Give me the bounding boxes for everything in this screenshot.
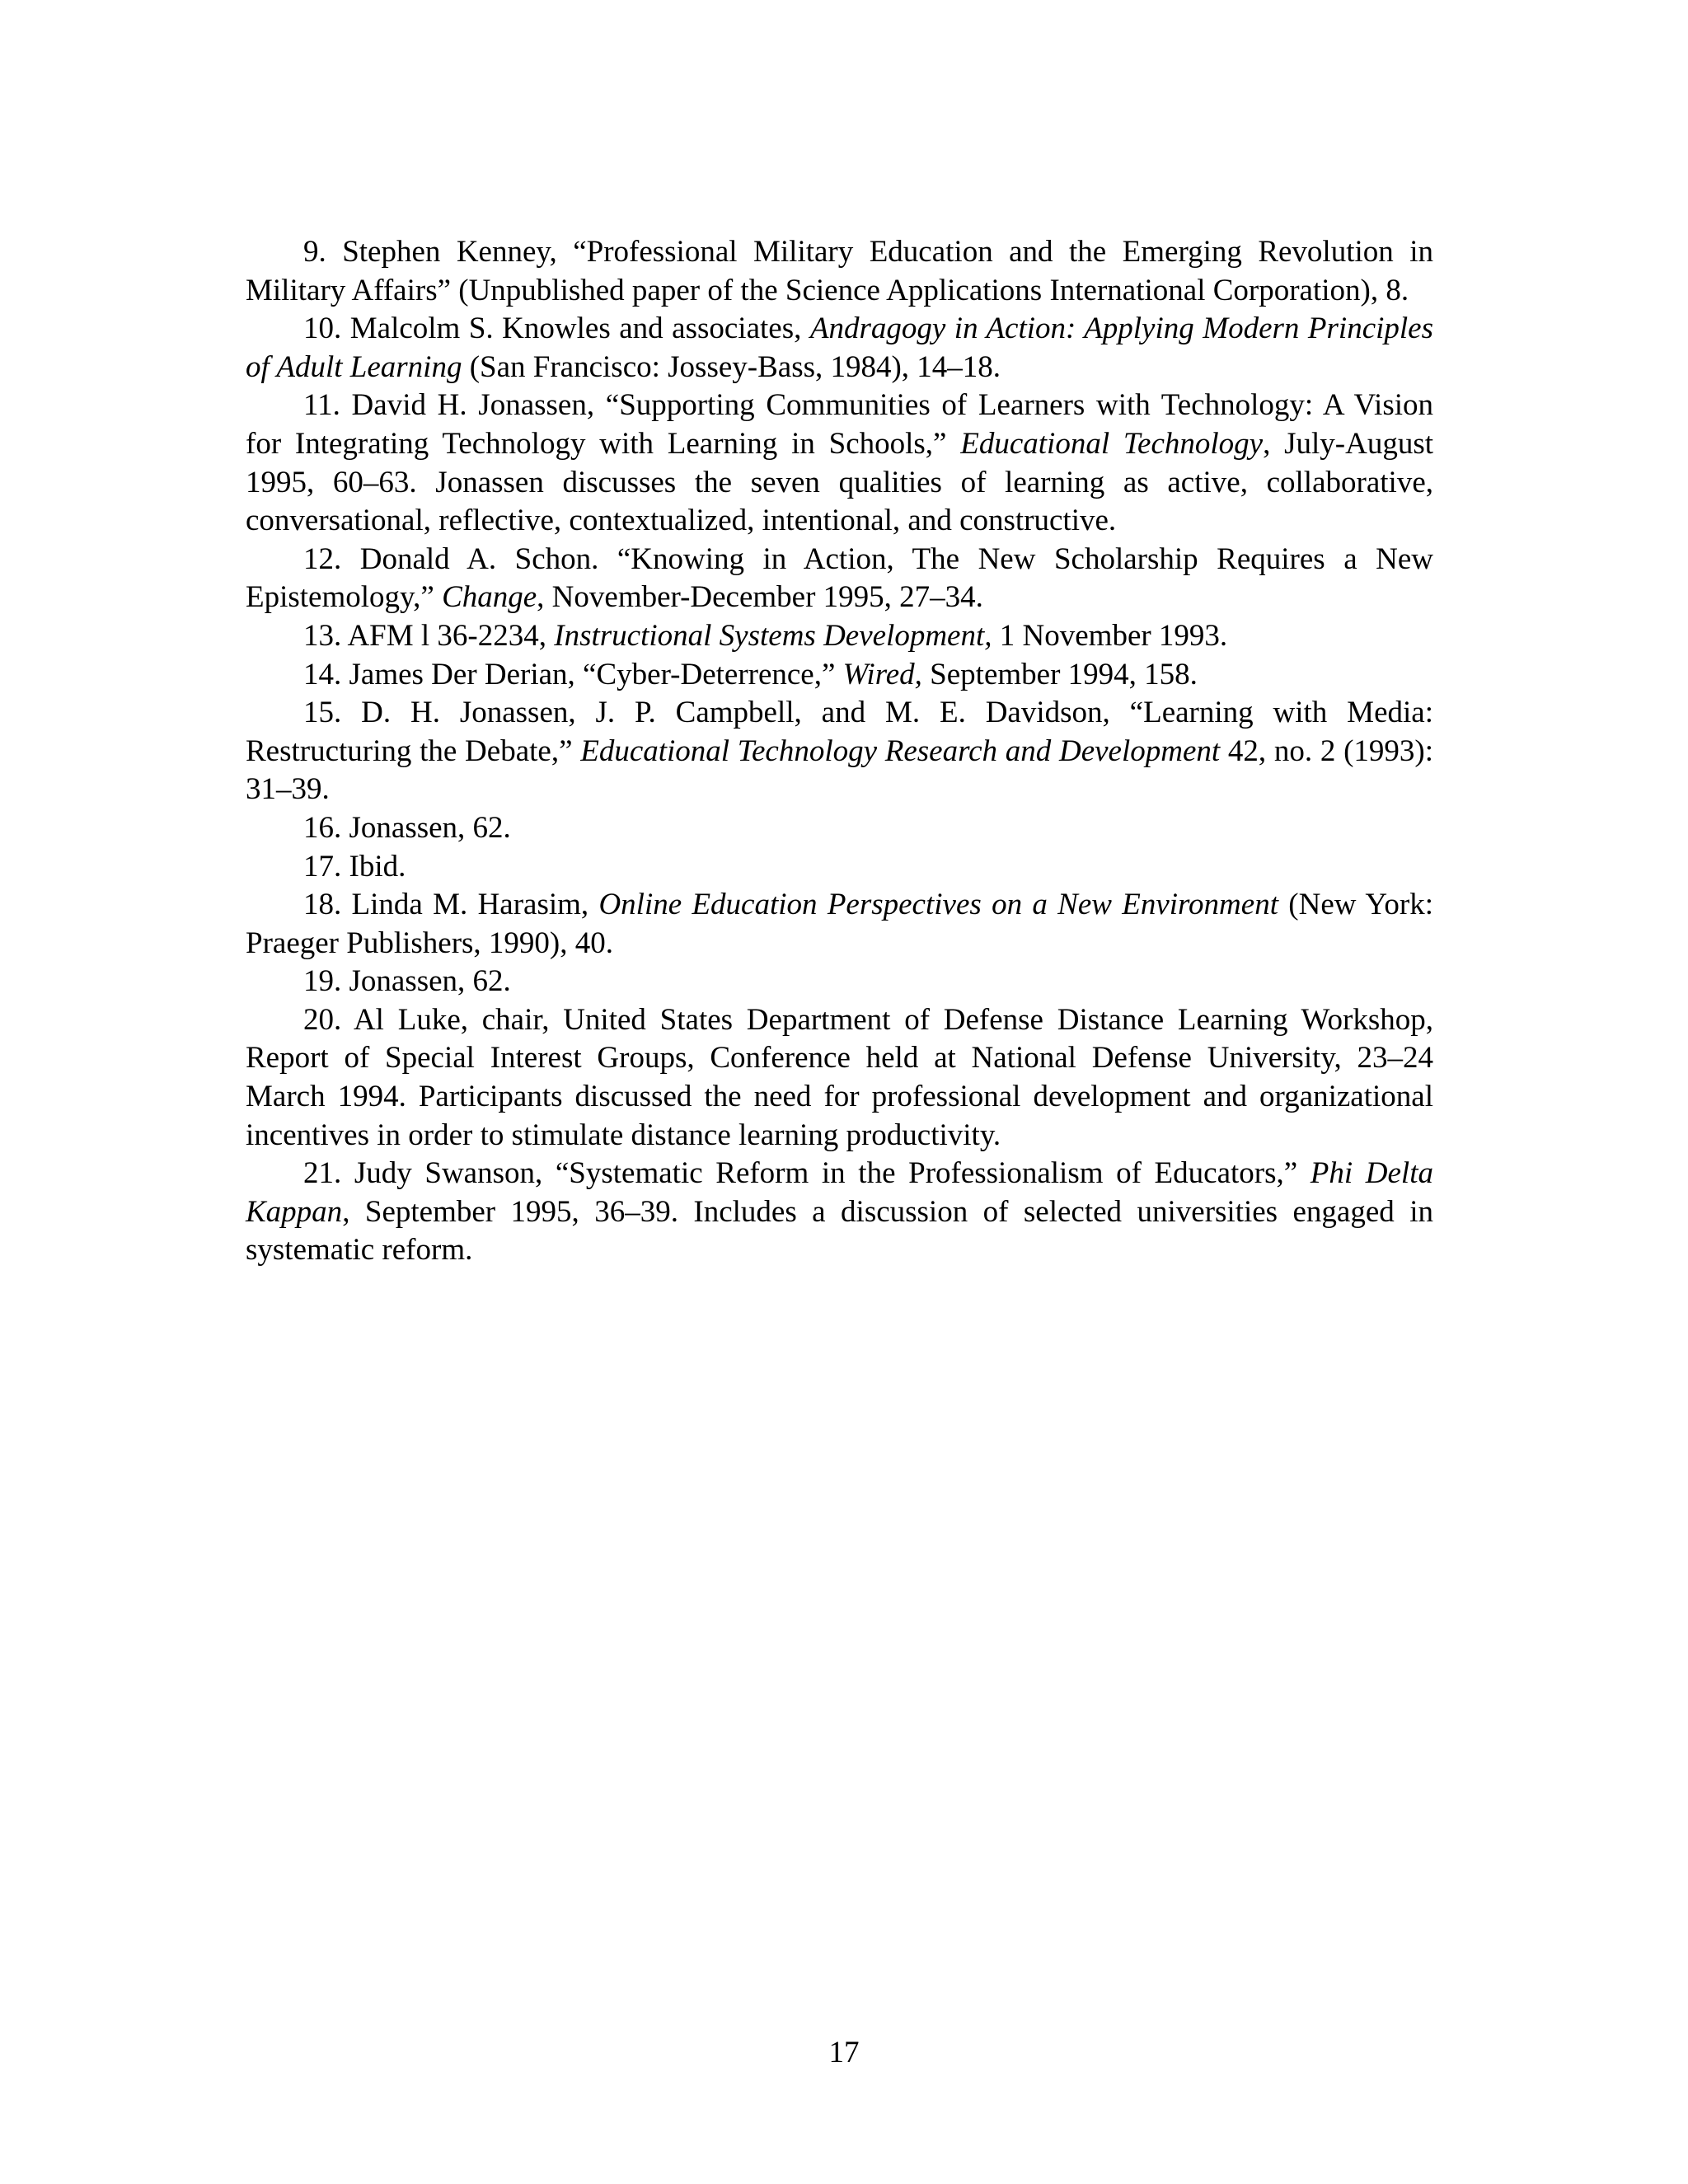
endnote-title-italic: Educational Technology bbox=[960, 426, 1264, 461]
endnote-18 bbox=[246, 886, 1433, 963]
endnote-title-italic: Change bbox=[442, 580, 537, 615]
endnote-text: 19. Jonassen, 62. bbox=[303, 964, 511, 999]
endnote-17 bbox=[246, 848, 1433, 887]
endnote-11 bbox=[246, 387, 1433, 540]
endnote-19 bbox=[246, 963, 1433, 1001]
endnote-14 bbox=[246, 656, 1433, 695]
endnote-text: 20. Al Luke, chair, United States Department of Defense Distance Learning Workshop, Report of Special Interest Groups, Conference held at National Defense University, 23–24 March 1994. Participants discussed the need for professional development and organizational incentives in order to stimulate distance learning productivity. bbox=[246, 1002, 1433, 1152]
endnote-15 bbox=[246, 694, 1433, 809]
endnote-text: 42, no. 2 (1993): 31–39. bbox=[246, 733, 1433, 807]
endnote-text: 21. Judy Swanson, “Systematic Reform in the Professionalism of Educators,” bbox=[303, 1156, 1311, 1191]
endnote-text: 16. Jonassen, 62. bbox=[303, 810, 511, 845]
endnotes-list bbox=[246, 233, 1433, 1270]
endnote-title-italic: Online Education Perspectives on a New Environment bbox=[598, 888, 1278, 922]
endnote-text: 11. David H. Jonassen, “Supporting Communities of Learners with Technology: A Vision for Integrating Technology with Learning in Schools,” bbox=[246, 388, 1433, 461]
endnote-title-italic: Andragogy in Action: Applying Modern Principles of Adult Learning bbox=[246, 312, 1433, 384]
endnote-text: 9. Stephen Kenney, “Professional Military Education and the Emerging Revolution in Military Affairs” (Unpublished paper of the Science Applications International Corporation), 8. bbox=[246, 235, 1433, 307]
endnote-12 bbox=[246, 541, 1433, 617]
endnote-text: 10. Malcolm S. Knowles and associates, bbox=[303, 312, 810, 346]
endnote-text: (San Francisco: Jossey-Bass, 1984), 14–18. bbox=[462, 349, 1001, 384]
endnote-text: (New York: Praeger Publishers, 1990), 40. bbox=[246, 888, 1433, 960]
endnote-text: , November-December 1995, 27–34. bbox=[537, 580, 983, 615]
page-number: 17 bbox=[828, 2036, 860, 2069]
endnote-9 bbox=[246, 233, 1433, 310]
endnote-10 bbox=[246, 310, 1433, 387]
endnote-16 bbox=[246, 809, 1433, 848]
endnote-13 bbox=[246, 617, 1433, 656]
endnote-text: 17. Ibid. bbox=[303, 849, 406, 883]
endnote-20 bbox=[246, 1001, 1433, 1155]
endnote-text: 14. James Der Derian, “Cyber-Deterrence,” bbox=[303, 657, 843, 691]
endnote-title-italic: Wired, bbox=[842, 657, 922, 691]
endnote-21 bbox=[246, 1155, 1433, 1270]
endnote-title-italic: Educational Technology Research and Development bbox=[580, 733, 1221, 768]
endnote-text: September 1994, 158. bbox=[921, 657, 1198, 691]
endnote-title-italic: Phi Delta Kappan bbox=[246, 1156, 1433, 1229]
endnote-text: 18. Linda M. Harasim, bbox=[303, 888, 599, 922]
endnote-text: 1 November 1993. bbox=[992, 618, 1228, 653]
endnote-text: , September 1995, 36–39. Includes a discussion of selected universities engaged in systematic reform. bbox=[246, 1194, 1433, 1268]
endnote-title-italic: Instructional Systems Development, bbox=[554, 618, 992, 653]
endnote-text: 15. D. H. Jonassen, J. P. Campbell, and M. E. Davidson, “Learning with Media: Restructuring the Debate,” bbox=[246, 696, 1433, 768]
endnote-text: 13. AFM l 36-2234, bbox=[303, 618, 555, 653]
endnote-text: 12. Donald A. Schon. “Knowing in Action, The New Scholarship Requires a New Epistemology,” bbox=[246, 541, 1433, 615]
endnote-text: , July-August 1995, 60–63. Jonassen discusses the seven qualities of learning as active, collaborative, conversational, reflective, contextualized, intentional, and constructive. bbox=[246, 426, 1434, 538]
